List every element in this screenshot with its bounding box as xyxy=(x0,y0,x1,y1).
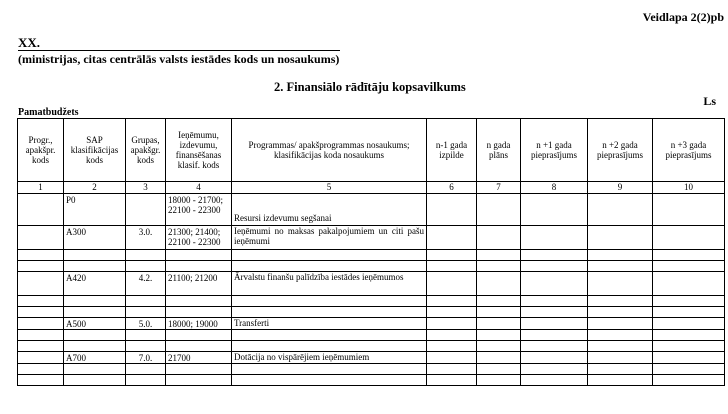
row-name: Dotācija no vispārējiem ieņēmumiem xyxy=(232,352,427,364)
classification-code: 18000 - 21700; 22100 - 22300 xyxy=(166,194,232,226)
budget-label: Pamatbudžets xyxy=(18,107,79,118)
column-number: 5 xyxy=(232,182,427,194)
sap-code: A500 xyxy=(64,318,126,330)
classification-code: 18000; 19000 xyxy=(166,318,232,330)
column-number: 10 xyxy=(653,182,725,194)
column-number-row xyxy=(18,182,725,194)
row-name: Ārvalstu finanšu palīdzība iestādes ieņēmumos xyxy=(232,272,427,296)
org-code-field: XX. xyxy=(18,36,340,51)
row-name: Resursi izdevumu segšanai xyxy=(232,194,427,226)
classification-code: 21300; 21400; 22100 - 22300 xyxy=(166,226,232,250)
column-header: Progr., apakšpr. kods xyxy=(18,119,64,182)
table-row xyxy=(18,272,725,296)
column-header: n gada plāns xyxy=(477,119,521,182)
org-caption: (ministrijas, citas centrālās valsts iestādes kods un nosaukums) xyxy=(18,52,340,66)
column-header: n-1 gada izpilde xyxy=(427,119,477,182)
table-row xyxy=(18,330,725,341)
column-number: 2 xyxy=(64,182,126,194)
group-code: 5.0. xyxy=(126,318,166,330)
column-number: 7 xyxy=(477,182,521,194)
column-header: Ieņēmumu, izdevumu, finansēšanas klasif. kods xyxy=(166,119,232,182)
column-number: 8 xyxy=(521,182,588,194)
table-row xyxy=(18,250,725,261)
column-header: SAP klasifikācijas kods xyxy=(64,119,126,182)
table-row xyxy=(18,307,725,318)
table-row xyxy=(18,341,725,352)
form-code: Veidlapa 2(2)pb xyxy=(642,10,724,24)
table-row xyxy=(18,194,725,226)
column-header: n +3 gada pieprasījums xyxy=(653,119,725,182)
column-header: n +1 gada pieprasījums xyxy=(521,119,588,182)
table-row xyxy=(18,375,725,386)
group-code xyxy=(126,194,166,226)
document-title: 2. Finansiālo rādītāju kopsavilkums xyxy=(274,80,466,94)
table-row xyxy=(18,296,725,307)
group-code: 7.0. xyxy=(126,352,166,364)
classification-code: 21700 xyxy=(166,352,232,364)
column-number: 4 xyxy=(166,182,232,194)
row-name: Transferti xyxy=(232,318,427,330)
classification-code: 21100; 21200 xyxy=(166,272,232,296)
group-code: 4.2. xyxy=(126,272,166,296)
table-row xyxy=(18,261,725,272)
column-header: Grupas, apakšgr. kods xyxy=(126,119,166,182)
table-row xyxy=(18,352,725,364)
table-row xyxy=(18,364,725,375)
sap-code: P0 xyxy=(64,194,126,226)
group-code: 3.0. xyxy=(126,226,166,250)
column-header: Programmas/ apakšprogrammas nosaukums; klasifikācijas koda nosaukums xyxy=(232,119,427,182)
row-name: Ieņēmumi no maksas pakalpojumiem un citi pašu ieņēmumi xyxy=(232,226,427,250)
sap-code: A700 xyxy=(64,352,126,364)
table-row xyxy=(18,318,725,330)
column-number: 6 xyxy=(427,182,477,194)
column-header: n +2 gada pieprasījums xyxy=(588,119,653,182)
sap-code: A420 xyxy=(64,272,126,296)
table-header-row xyxy=(18,119,725,182)
currency-label: Ls xyxy=(703,94,716,108)
column-number: 3 xyxy=(126,182,166,194)
table-row xyxy=(18,226,725,250)
column-number: 1 xyxy=(18,182,64,194)
sap-code: A300 xyxy=(64,226,126,250)
column-number: 9 xyxy=(588,182,653,194)
financial-summary-table xyxy=(17,118,725,386)
